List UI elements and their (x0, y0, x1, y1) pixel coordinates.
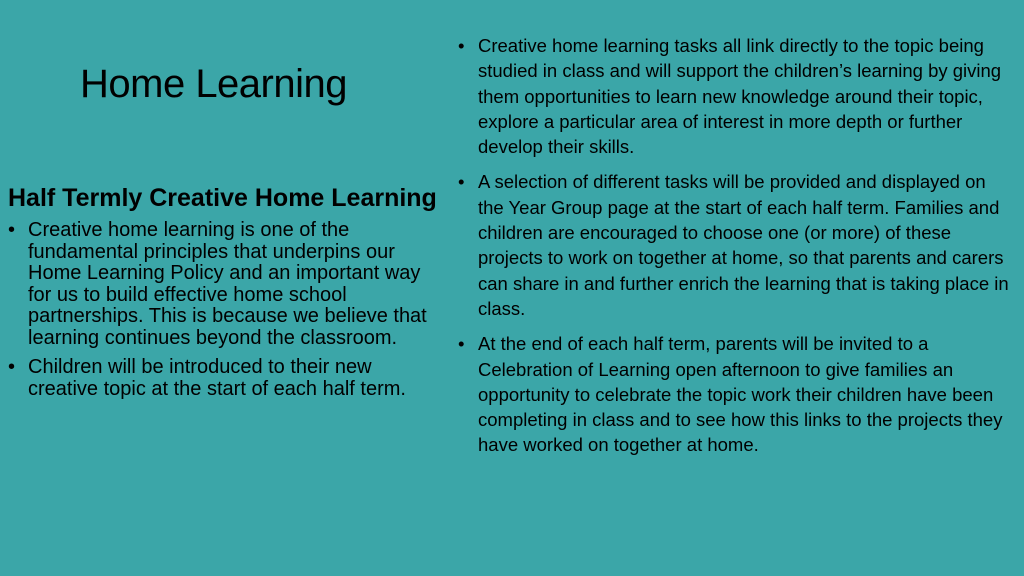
list-item-text: A selection of different tasks will be provided and displayed on the Year Group page at the start of each half term. Families and children are encouraged to choose one (or more) of these projects to work on together at home, so that parents and carers can share in and further enrich the learning that is taking place in class. (478, 171, 1009, 319)
bullet-icon: • (8, 356, 16, 378)
list-item-text: Creative home learning tasks all link directly to the topic being studied in class and will support the children’s learning by giving them opportunities to learn new knowledge around their topic, explore a particular area of interest in more depth or further develop their skills. (478, 35, 1002, 158)
list-item (458, 169, 1014, 321)
bullet-icon: • (458, 35, 465, 56)
list-item (8, 220, 438, 349)
bullet-icon: • (458, 333, 465, 355)
list-item (458, 33, 1014, 159)
page-title: Home Learning (80, 62, 347, 106)
right-column (458, 33, 1014, 468)
right-bullet-list (458, 33, 1014, 458)
left-column (8, 184, 438, 408)
list-item-text: At the end of each half term, parents will be invited to a Celebration of Learning open afternoon to give families an opportunity to celebrate the topic work their children have been completing in class and to see how this links to the projects they have worked on together at home. (478, 333, 1003, 456)
list-item (8, 357, 438, 400)
section-heading: Half Termly Creative Home Learning (8, 184, 437, 212)
bullet-icon: • (458, 171, 465, 193)
left-bullet-list (8, 220, 438, 400)
list-item-text: Children will be introduced to their new creative topic at the start of each half term. (28, 356, 406, 400)
list-item-text: Creative home learning is one of the fundamental principles that underpins our Home Learning Policy and an important way for us to build effective home school partnerships. This is because we believe that learning continues beyond the classroom. (28, 219, 427, 349)
list-item (458, 331, 1014, 457)
bullet-icon: • (8, 219, 16, 241)
